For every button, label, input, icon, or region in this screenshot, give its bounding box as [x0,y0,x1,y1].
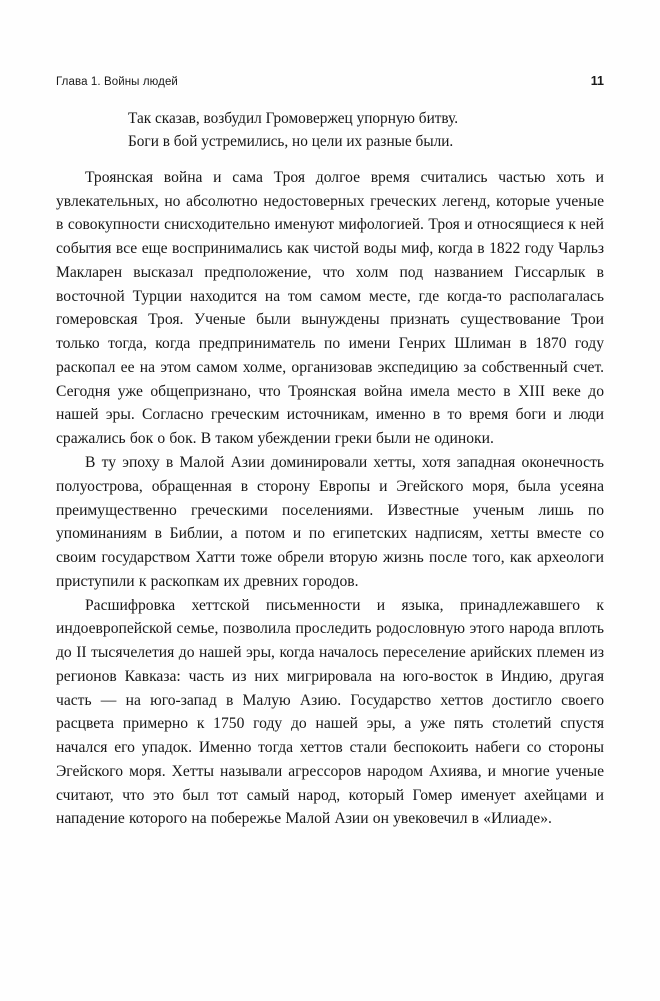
body-paragraph: В ту эпоху в Малой Азии доминировали хетты, хотя западная оконечность полуострова, обращенная в сторону Европы и Эгейского моря, была усеяна преимущественно греческими поселениями. Известные ученым лишь по упоминаниям в Библии, а потом и по египетских надписям, хетты вместе со своим государством Хатти тоже обрели вторую жизнь после того, как археологи приступили к раскопкам их древних городов. [56,453,604,590]
page-content [56,107,604,831]
body-paragraph: Троянская война и сама Троя долгое время считались частью хоть и увлекательных, но абсолютно недостоверных греческих легенд, которые ученые в совокупности снисходительно именуют мифологией. Троя и относящиеся к ней события все еще воспринимались как чистой воды миф, когда в 1822 году Чарльз Макларен высказал предположение, что холм под названием Гиссарлык в восточной Турции находится на том самом месте, где когда-то располагалась гомеровская Троя. Ученые были вынуждены признать существование Трои только тогда, когда предприниматель по имени Генрих Шлиман в 1870 году раскопал ее на этом самом холме, организовав экспедицию за собственный счет. Сегодня уже общепризнано, что Троянская война имела место в XIII веке до нашей эры. Согласно греческим источникам, именно в то время боги и люди сражались бок о бок. В таком убеждении греки были не одиноки. [56,168,604,448]
epigraph-line: Боги в бой устремились, но цели их разные были. [128,133,454,151]
epigraph-line: Так сказав, возбудил Громовержец упорную битву. [128,110,459,127]
body-paragraph: Расшифровка хеттской письменности и языка, принадлежавшего к индоевропейской семье, позволила проследить родословную этого народа вплоть до II тысячелетия до нашей эры, когда началось переселение арийских племен из регионов Кавказа: часть из них мигрировала на юго-восток в Индию, другая часть — на юго-запад в Малую Азию. Государство хеттов достигло своего расцвета примерно к 1750 году до нашей эры, а уже пять столетий спустя начался его упадок. Именно тогда хеттов стали беспокоить набеги со стороны Эгейского моря. Хетты называли агрессоров народом Ахиява, и многие ученые считают, что это был тот самый народ, который Гомер именует ахейцами и нападение которого на побережье Малой Азии он увековечил в «Илиаде». [56,596,604,828]
page-number: 11 [590,74,604,88]
running-title: Глава 1. Войны людей [56,76,178,88]
epigraph [56,107,604,154]
page-header [56,74,604,88]
